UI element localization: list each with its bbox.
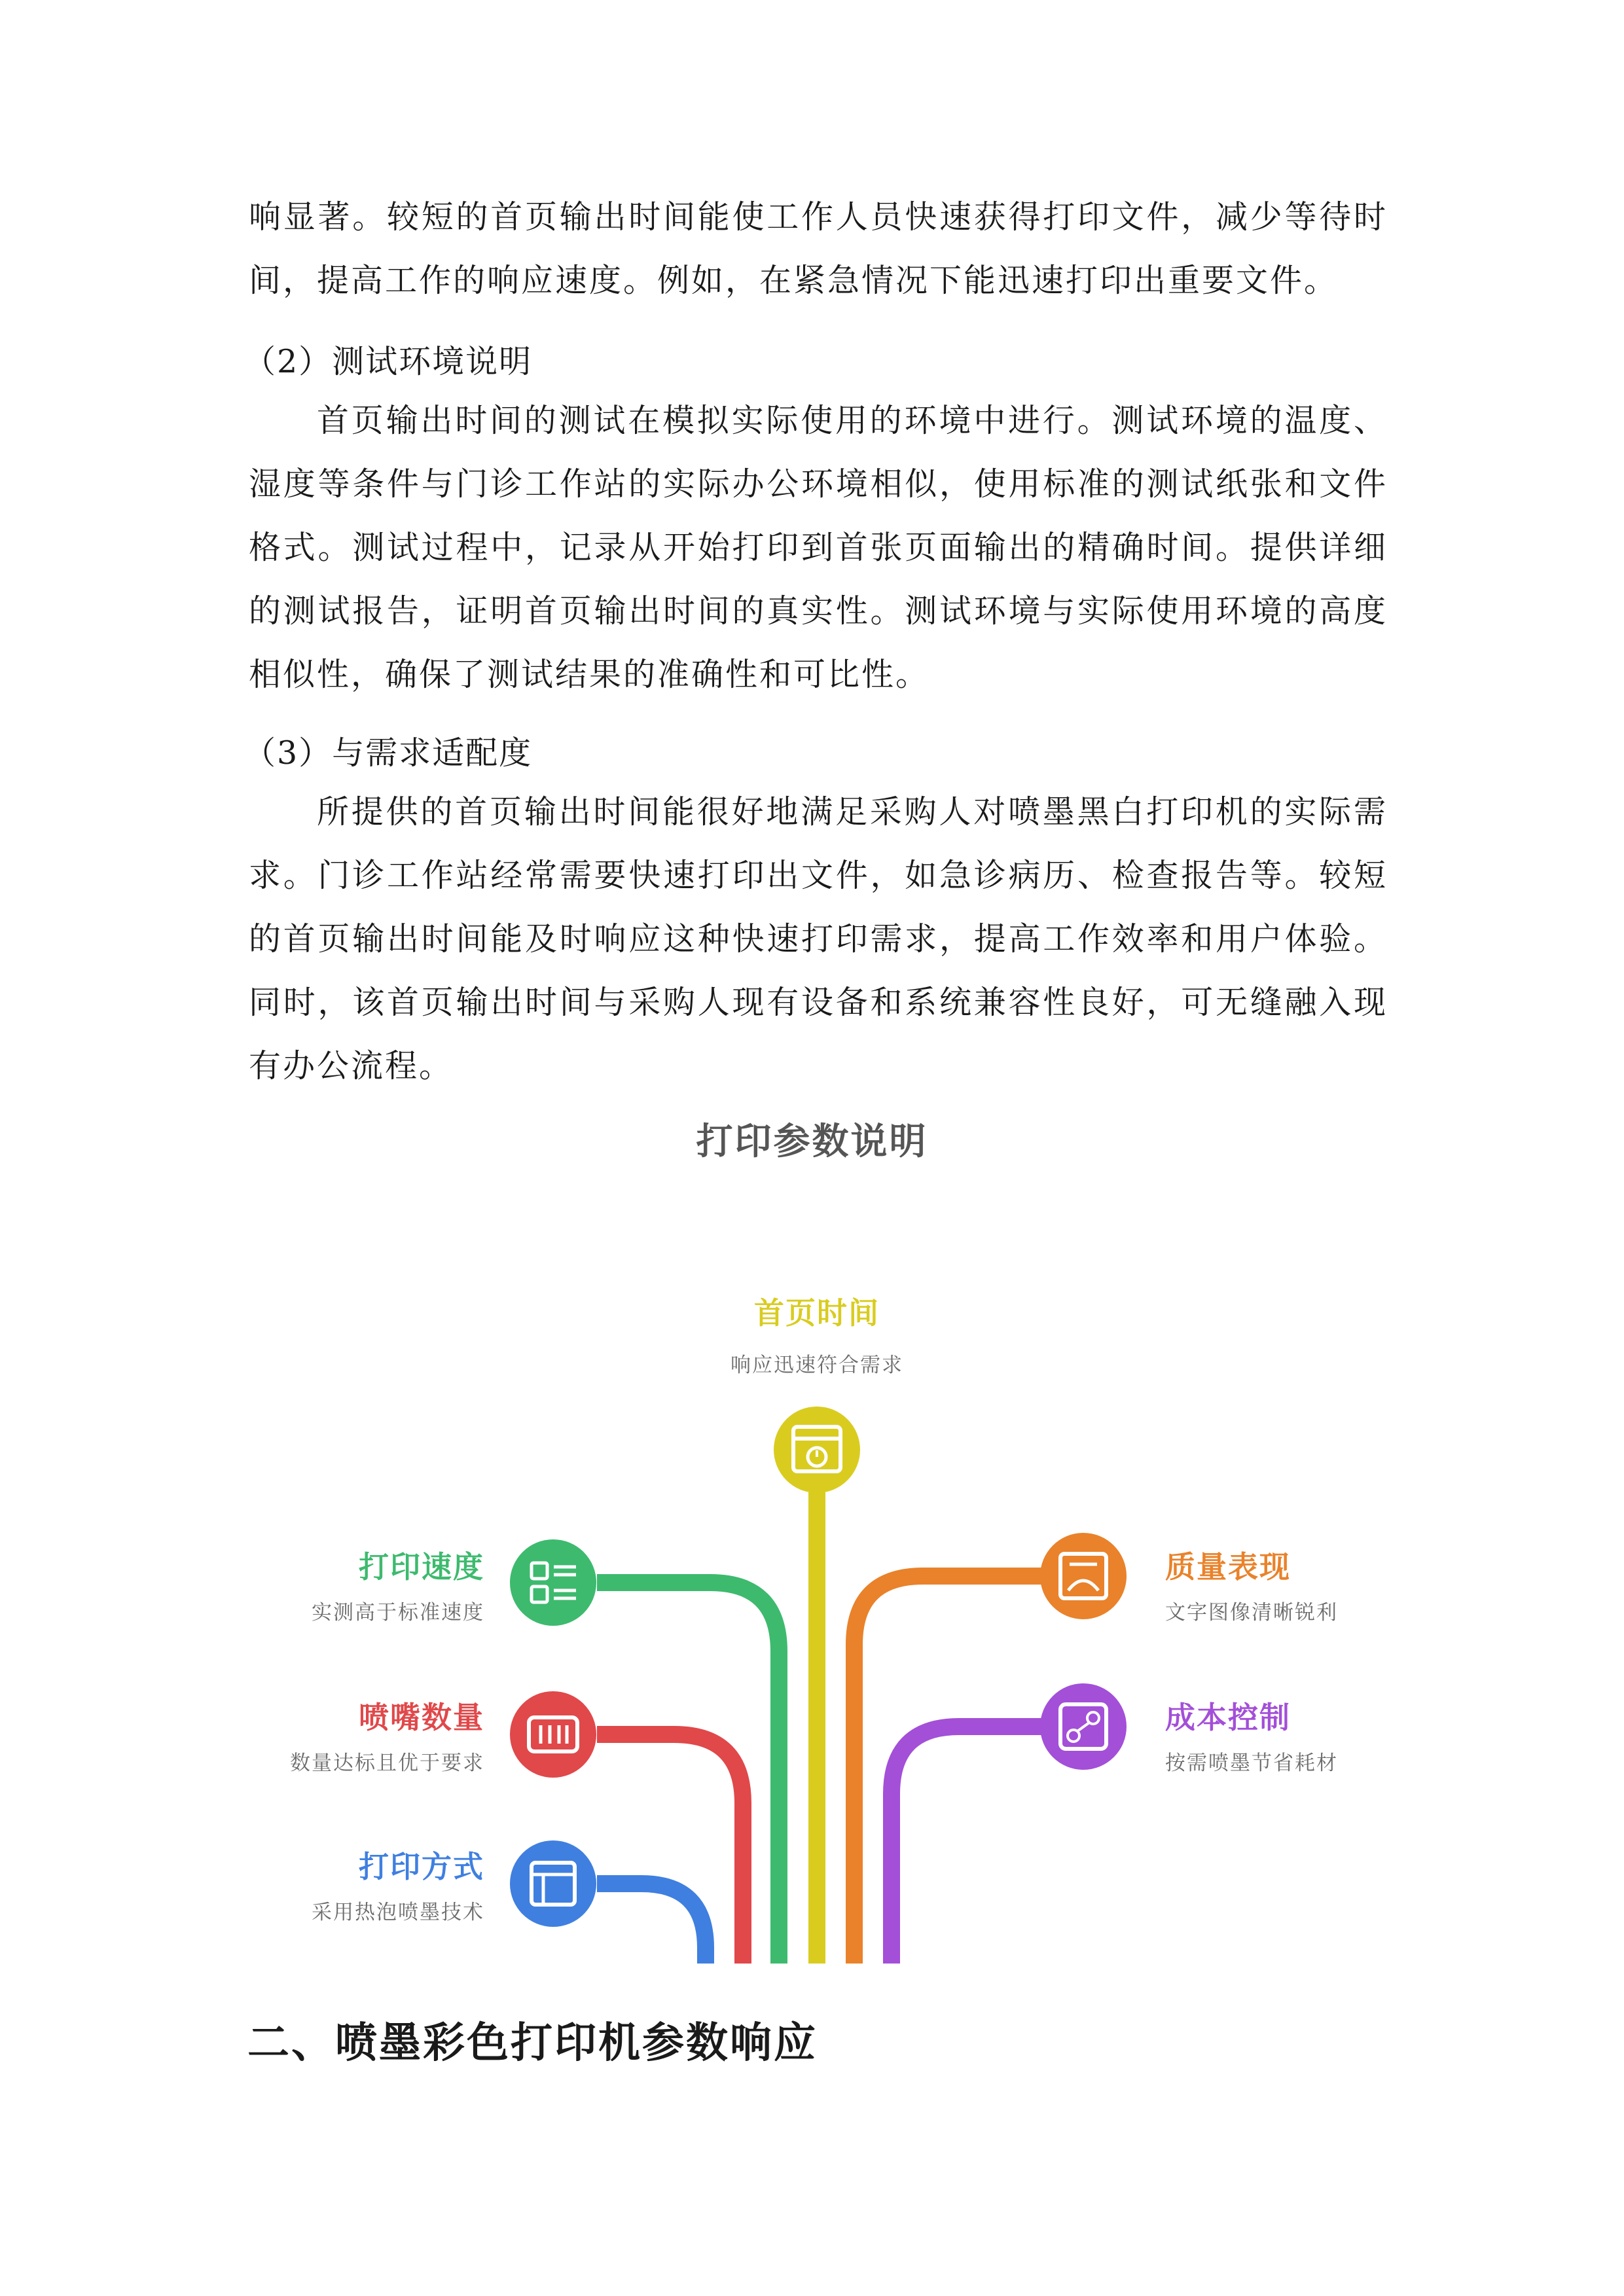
connector-right1 — [854, 1576, 1044, 1964]
node-desc-cost-control: 按需喷墨节省耗材 — [1165, 1751, 1338, 1775]
figure-title: 打印参数说明 — [696, 1121, 928, 1163]
connector-left3 — [597, 1884, 706, 1964]
paragraph-requirement-fit: 所提供的首页输出时间能很好地满足采购人对喷墨黑白打印机的实际需求。门诊工作站经常需要快速打印出文件，如急诊病历、检查报告等。较短的首页输出时间能及时响应这种快速打印需求，提高工作效率和用户体验。同时，该首页输出时间与采购人现有设备和系统兼容性良好，可无缝融入现有办公流程。 — [249, 793, 1388, 1085]
node-title-nozzle-count: 喷嘴数量 — [359, 1700, 484, 1735]
node-title-print-speed: 打印速度 — [359, 1549, 484, 1585]
node-desc-first-page-time: 响应迅速符合需求 — [731, 1354, 903, 1377]
node-desc-nozzle-count: 数量达标且优于要求 — [290, 1751, 484, 1775]
nozzle-grid-icon — [510, 1691, 596, 1778]
paragraph-test-environment: 首页输出时间的测试在模拟实际使用的环境中进行。测试环境的温度、湿度等条件与门诊工作站的实际办公环境相似，使用标准的测试纸张和文件格式。测试过程中，记录从开始打印到首张页面输出的精确时间。提供详细的测试报告，证明首页输出时间的真实性。测试环境与实际使用环境的高度相似性，确保了测试结果的准确性和可比性。 — [249, 402, 1388, 693]
node-desc-print-speed: 实测高于标准速度 — [312, 1601, 484, 1624]
node-title-first-page-time: 首页时间 — [754, 1295, 880, 1331]
node-desc-print-method: 采用热泡喷墨技术 — [312, 1901, 484, 1924]
node-title-quality: 质量表现 — [1165, 1549, 1291, 1585]
node-title-cost-control: 成本控制 — [1165, 1700, 1291, 1735]
subheading-requirement-fit: （3）与需求适配度 — [244, 734, 533, 772]
cost-chart-icon — [1040, 1683, 1127, 1770]
document-clock-icon — [774, 1407, 860, 1493]
window-icon — [510, 1840, 596, 1927]
grid-list-icon — [510, 1539, 596, 1626]
connector-left2 — [597, 1734, 743, 1964]
connector-right2 — [892, 1727, 1044, 1964]
paragraph-continuation: 响显著。较短的首页输出时间能使工作人员快速获得打印文件，减少等待时间，提高工作的响应速度。例如，在紧急情况下能迅速打印出重要文件。 — [249, 198, 1388, 299]
node-desc-quality: 文字图像清晰锐利 — [1165, 1601, 1338, 1624]
section-heading: 二、喷墨彩色打印机参数响应 — [247, 2019, 818, 2068]
node-title-print-method: 打印方式 — [359, 1849, 484, 1884]
subheading-test-environment: （2）测试环境说明 — [244, 343, 533, 380]
image-frame-icon — [1040, 1533, 1127, 1619]
